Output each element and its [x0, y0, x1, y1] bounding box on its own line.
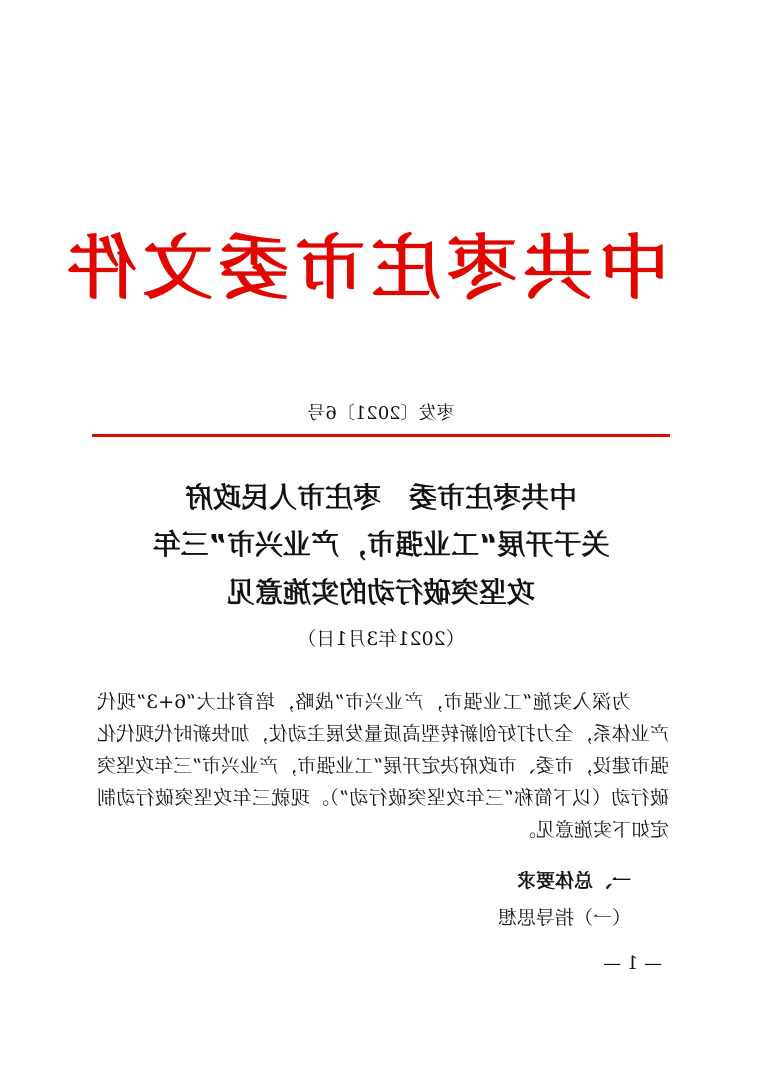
red-separator-line [92, 434, 670, 437]
document-title-line-3: 攻坚突破行动的实施意见 [227, 576, 536, 609]
document-number: 枣发〔2021〕6号 [307, 403, 455, 424]
page-number: — 1 — [603, 953, 662, 974]
body-paragraph: 为深入实施“工业强市，产业兴市”战略，培育壮大“6+3”现代产业体系，全力打好创新转型高质量发展主动仗，加快新时代现代化强市建设，市委、市政府决定开展“工业强市，产业兴市”三年攻坚突破行动（以下简称“三年攻坚突破行动”）。现就三年攻坚突破行动制定如下实施意见。 [97, 691, 669, 841]
document-date: （2021年3月1日） [297, 628, 465, 650]
document-title-line-2: 关于开展“工业强市，产业兴市”三年 [152, 528, 610, 561]
document-title-line-1: 中共枣庄市委 枣庄市人民政府 [185, 481, 578, 514]
section-heading: 一、总体要求 [516, 870, 631, 892]
body-paragraph-container [97, 686, 669, 846]
document-header-title: 中共枣庄市委文件 [61, 226, 669, 309]
subsection-heading: （一）指导思想 [497, 907, 631, 929]
